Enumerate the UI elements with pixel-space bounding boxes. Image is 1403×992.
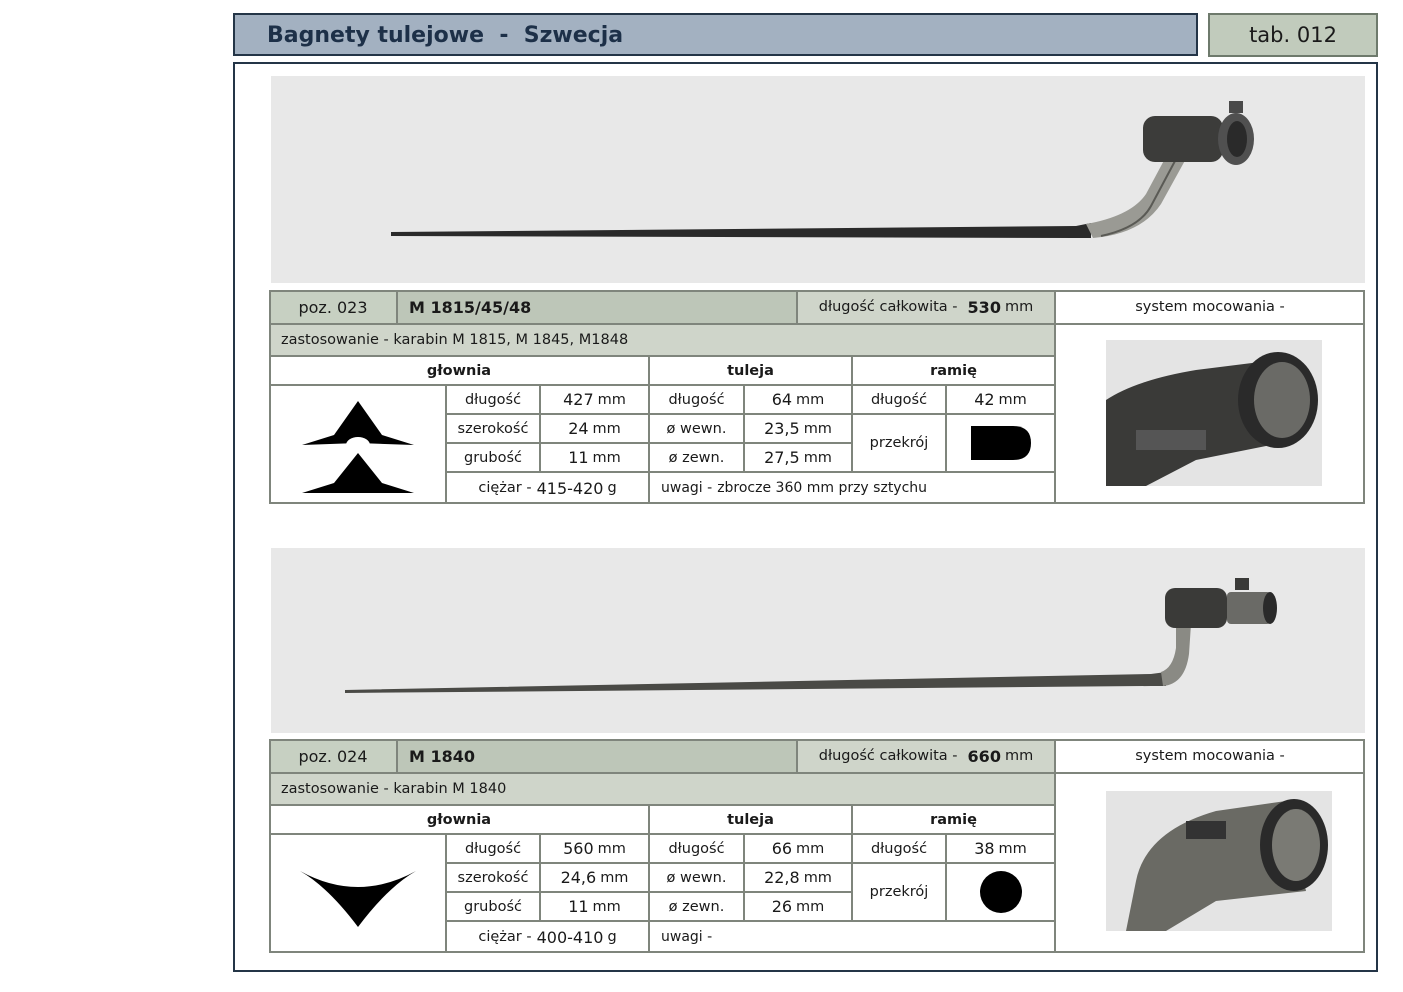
tab-number: tab. 012 <box>1208 13 1378 57</box>
d-shaped-section-icon <box>946 414 1055 472</box>
socket-outer-value: 27,5 <box>764 448 800 467</box>
arm-section-label: przekrój <box>869 884 929 900</box>
weight-value: 415-420 <box>536 478 604 498</box>
spec-table-2 <box>269 739 1365 953</box>
blade-thickness-value: 11 <box>568 897 589 916</box>
socket-inner-value: 22,8 <box>764 868 800 887</box>
total-length-unit: mm <box>1004 748 1034 764</box>
blade-width <box>540 414 649 443</box>
blade-width-value: 24,6 <box>560 868 597 887</box>
blade-thickness-unit: mm <box>592 898 621 915</box>
blade-header: głownia <box>426 362 492 379</box>
weight-label: ciężar - <box>478 929 532 945</box>
total-length <box>797 739 1055 773</box>
arm-length-value: 38 <box>974 839 995 858</box>
socket-inner-unit: mm <box>803 420 832 437</box>
socket-outer-label: ø zewn. <box>668 898 725 915</box>
blade-profile-icon-1 <box>269 385 446 504</box>
blade-width-value: 24 <box>568 419 589 438</box>
arm-length-label: długość <box>870 840 928 857</box>
socket-outer <box>744 443 852 472</box>
blade-thickness <box>540 443 649 472</box>
mounting-photo-1 <box>1106 340 1322 486</box>
blade-profile-icon-2 <box>269 834 446 953</box>
socket-length-label: długość <box>668 391 725 408</box>
total-length <box>797 290 1055 324</box>
blade-width-label: szerokość <box>457 869 529 886</box>
socket-inner-unit: mm <box>803 869 832 886</box>
blade-length-unit: mm <box>597 391 626 408</box>
blade-thickness-label: grubość <box>464 898 522 915</box>
mounting-label: system mocowania - <box>1135 748 1285 764</box>
arm-header: ramię <box>930 811 977 828</box>
model-name: M 1815/45/48 <box>397 290 797 324</box>
socket-length <box>744 834 852 863</box>
weight-unit: g <box>607 480 617 496</box>
weight-label: ciężar - <box>478 480 532 496</box>
model-name: M 1840 <box>397 739 797 773</box>
socket-header: tuleja <box>727 362 774 379</box>
blade-length-value: 427 <box>563 390 594 409</box>
weight-unit: g <box>607 929 617 945</box>
arm-length-label: długość <box>870 391 928 408</box>
blade-length <box>540 834 649 863</box>
arm-section-label: przekrój <box>869 435 929 451</box>
socket-length-label: długość <box>668 840 725 857</box>
blade-length-unit: mm <box>597 840 626 857</box>
socket-length <box>744 385 852 414</box>
socket-length-value: 64 <box>771 390 793 409</box>
socket-length-unit: mm <box>796 840 825 857</box>
round-section-icon <box>946 863 1055 921</box>
socket-inner-label: ø wewn. <box>666 869 727 886</box>
bayonet-photo-1 <box>271 76 1365 283</box>
blade-header: głownia <box>426 811 492 828</box>
application-text: zastosowanie - karabin M 1815, M 1845, M1848 <box>269 324 1055 356</box>
socket-outer-label: ø zewn. <box>668 449 725 466</box>
blade-width-label: szerokość <box>457 420 529 437</box>
arm-length-unit: mm <box>998 840 1027 857</box>
application-text: zastosowanie - karabin M 1840 <box>269 773 1055 805</box>
socket-outer-unit: mm <box>796 898 825 915</box>
blade-thickness <box>540 892 649 921</box>
blade-thickness-unit: mm <box>592 449 621 466</box>
arm-length <box>946 385 1055 414</box>
spec-table-1 <box>269 290 1365 504</box>
blade-thickness-label: grubość <box>464 449 522 466</box>
blade-length-value: 560 <box>563 839 594 858</box>
notes <box>649 921 1055 953</box>
total-length-label: długość całkowita - <box>818 748 958 764</box>
blade-width-unit: mm <box>592 420 621 437</box>
notes-value: zbrocze 360 mm przy sztychu <box>717 480 928 496</box>
page-title: Bagnety tulejowe - Szwecja <box>267 23 624 48</box>
mounting-label: system mocowania - <box>1135 299 1285 315</box>
total-length-value: 530 <box>967 297 1001 317</box>
arm-length-unit: mm <box>998 391 1027 408</box>
position-label: poz. 024 <box>269 739 397 773</box>
notes-label: uwagi - <box>661 929 713 945</box>
socket-outer-value: 26 <box>771 897 793 916</box>
blade-length-label: długość <box>464 840 522 857</box>
blade-thickness-value: 11 <box>568 448 589 467</box>
total-length-unit: mm <box>1004 299 1034 315</box>
blade-width <box>540 863 649 892</box>
notes <box>649 472 1055 504</box>
socket-inner-value: 23,5 <box>764 419 800 438</box>
socket-outer-unit: mm <box>803 449 832 466</box>
mounting-photo-2 <box>1106 791 1332 931</box>
total-length-value: 660 <box>967 746 1001 766</box>
position-label: poz. 023 <box>269 290 397 324</box>
notes-label: uwagi - <box>661 480 713 496</box>
socket-length-unit: mm <box>796 391 825 408</box>
socket-inner <box>744 414 852 443</box>
weight-value: 400-410 <box>536 927 604 947</box>
blade-width-unit: mm <box>600 869 629 886</box>
blade-length <box>540 385 649 414</box>
socket-inner-label: ø wewn. <box>666 420 727 437</box>
page-title-bar <box>233 13 1198 56</box>
weight <box>446 921 649 953</box>
bayonet-photo-2 <box>271 548 1365 733</box>
total-length-label: długość całkowita - <box>818 299 958 315</box>
arm-length <box>946 834 1055 863</box>
socket-outer <box>744 892 852 921</box>
arm-length-value: 42 <box>974 390 995 409</box>
socket-length-value: 66 <box>771 839 793 858</box>
arm-header: ramię <box>930 362 977 379</box>
weight <box>446 472 649 504</box>
socket-inner <box>744 863 852 892</box>
blade-length-label: długość <box>464 391 522 408</box>
socket-header: tuleja <box>727 811 774 828</box>
